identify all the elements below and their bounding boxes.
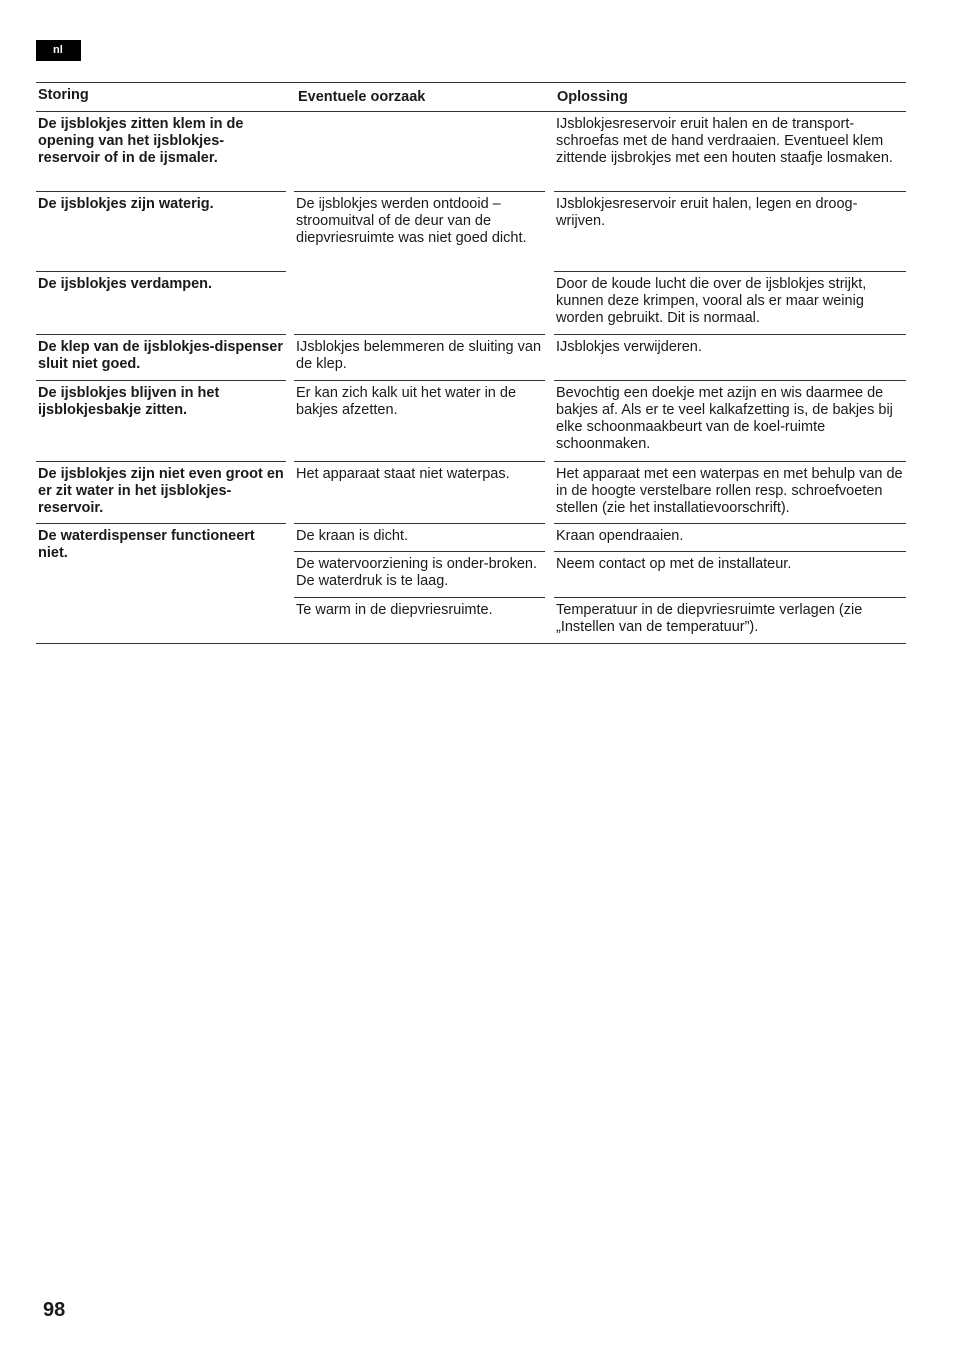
oorzaak-cell: Het apparaat staat niet waterpas. [296,466,510,482]
oorzaak-cell: IJsblokjes belemmeren de sluiting van de klep. [296,339,542,372]
table-row [36,462,906,524]
table-row [36,192,906,272]
oorzaak-cell: De watervoorziening is onder-broken. De waterdruk is te laag. [296,556,537,589]
table-row [36,272,906,335]
oplossing-cell: IJsblokjes verwijderen. [556,339,702,355]
oorzaak-cell: Er kan zich kalk uit het water in de bakjes afzetten. [296,385,517,418]
table-row [36,381,906,462]
storing-cell: De ijsblokjes zitten klem in de opening van het ijsblokjes-reservoir of in de ijsmaler. [38,116,244,166]
oorzaak-cell: De kraan is dicht. [296,528,409,544]
table-row [36,335,906,381]
header-oorzaak: Eventuele oorzaak [298,89,426,105]
oplossing-cell: Bevochtig een doekje met azijn en wis daarmee de bakjes af. Als er te veel kalkafzetting is, de bakjes bij elke schoonmaakbeurt van de koel-ruimte schoonmaken. [556,385,893,452]
storing-cell: De klep van de ijsblokjes-dispenser sluit niet goed. [38,339,283,372]
troubleshooting-table [36,82,906,644]
oplossing-cell: Temperatuur in de diepvriesruimte verlagen (zie „Instellen van de temperatuur”). [556,602,863,635]
oplossing-cell: IJsblokjesreservoir eruit halen en de transport-schroefas met de hand verdraaien. Eventueel klem zittende ijsbrokjes met een houten staafje losmaken. [556,116,893,166]
table-header [36,82,906,112]
oplossing-cell: Kraan opendraaien. [556,528,684,544]
table-row [36,112,906,192]
header-storing: Storing [38,87,89,103]
page-number: 98 [43,1299,66,1321]
language-badge: nl [36,40,81,61]
oplossing-cell: Door de koude lucht die over de ijsblokjes strijkt, kunnen deze krimpen, vooral als er maar weinig worden gebruikt. Dit is normaal. [556,276,867,326]
storing-cell: De waterdispenser functioneert niet. [38,528,255,561]
storing-cell: De ijsblokjes zijn niet even groot en er zit water in het ijsblokjes-reservoir. [38,466,284,516]
oplossing-cell: Neem contact op met de installateur. [556,556,792,572]
oplossing-cell: Het apparaat met een waterpas en met behulp van de in de hoogte verstelbare rollen resp. schroefvoeten stellen (zie het installatievoorschrift). [556,466,903,516]
table-row [36,524,906,644]
oorzaak-cell: De ijsblokjes werden ontdooid – stroomuitval of de deur van de diepvriesruimte was niet goed dicht. [296,196,527,246]
storing-cell: De ijsblokjes zijn waterig. [38,196,214,212]
storing-cell: De ijsblokjes verdampen. [38,276,213,292]
header-oplossing: Oplossing [557,89,628,105]
oorzaak-cell: Te warm in de diepvriesruimte. [296,602,493,618]
storing-cell: De ijsblokjes blijven in het ijsblokjesbakje zitten. [38,385,220,418]
oplossing-cell: IJsblokjesreservoir eruit halen, legen en droog-wrijven. [556,196,858,229]
